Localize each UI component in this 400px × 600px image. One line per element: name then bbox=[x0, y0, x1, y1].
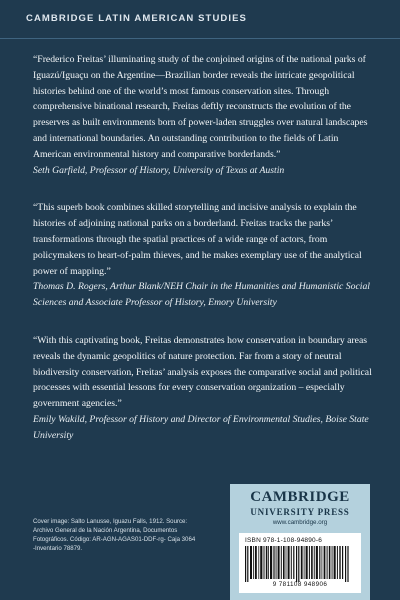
publisher-name: CAMBRIDGE bbox=[250, 489, 350, 505]
barcode-number: 9 781108 948906 bbox=[272, 581, 328, 588]
review-item bbox=[33, 333, 375, 444]
review-attribution: Thomas D. Rogers, Arthur Blank/NEH Chair in the Humanities and Humanistic Social Sciences and Associate Professor of History, Emory University bbox=[33, 281, 370, 309]
review-quote: “With this captivating book, Freitas demonstrates how conservation in boundary areas reveals the dynamic geopolitics of nature protection. Far from a story of neutral biodiversity conservation, Freitas’ analysis exposes the comparative social and political processes with essential lessons for every conservation organization – especially government agencies.” bbox=[33, 334, 372, 410]
series-title: CAMBRIDGE LATIN AMERICAN STUDIES bbox=[26, 13, 247, 24]
review-item bbox=[33, 52, 375, 178]
publisher-subtitle: UNIVERSITY PRESS bbox=[250, 507, 350, 517]
publisher-url: www.cambridge.org bbox=[272, 519, 328, 526]
isbn-barcode-box bbox=[239, 533, 361, 593]
publisher-panel bbox=[230, 484, 370, 600]
review-quote: “Frederico Freitas’ illuminating study of the conjoined origins of the national parks of Iguazú/Iguaçu on the Argentine—Brazilian border reveals the intricate geopolitical histories behind one of the world’s most famous conservation sites. Through comprehensive binational research, Freitas deftly reconstructs the evolution of the preserves as built environments born of power-laden struggles over natural landscapes and international boundaries. An outstanding contribution to the fields of Latin American environmental history and comparative borderlands.” bbox=[33, 54, 368, 160]
barcode-graphic bbox=[245, 546, 355, 582]
series-banner bbox=[0, 0, 400, 39]
review-list bbox=[33, 52, 375, 466]
review-quote: “This superb book combines skilled storytelling and incisive analysis to explain the histories of adjoining national parks on a borderland. Freitas tracks the parks’ transformations through the spatial practices of a wide range of actors, from policymakers to heart-of-palm thieves, and he makes exemplary use of the analytical power of mapping.” bbox=[33, 202, 362, 277]
isbn-label: ISBN 978-1-108-94890-6 bbox=[245, 537, 323, 544]
review-attribution: Seth Garfield, Professor of History, University of Texas at Austin bbox=[33, 164, 285, 176]
review-attribution: Emily Wakild, Professor of History and Director of Environmental Studies, Boise State University bbox=[33, 413, 369, 441]
review-item bbox=[33, 200, 375, 311]
cover-image-credit: Cover image: Salto Lanusse, Iguazu Falls, 1912. Source: Archivo General de la Nación Argentina, Documentos Fotográficos. Código: AR-AGN-AGAS01-DDF-rg- Caja 3064 -Inventario 78879. bbox=[33, 518, 196, 552]
